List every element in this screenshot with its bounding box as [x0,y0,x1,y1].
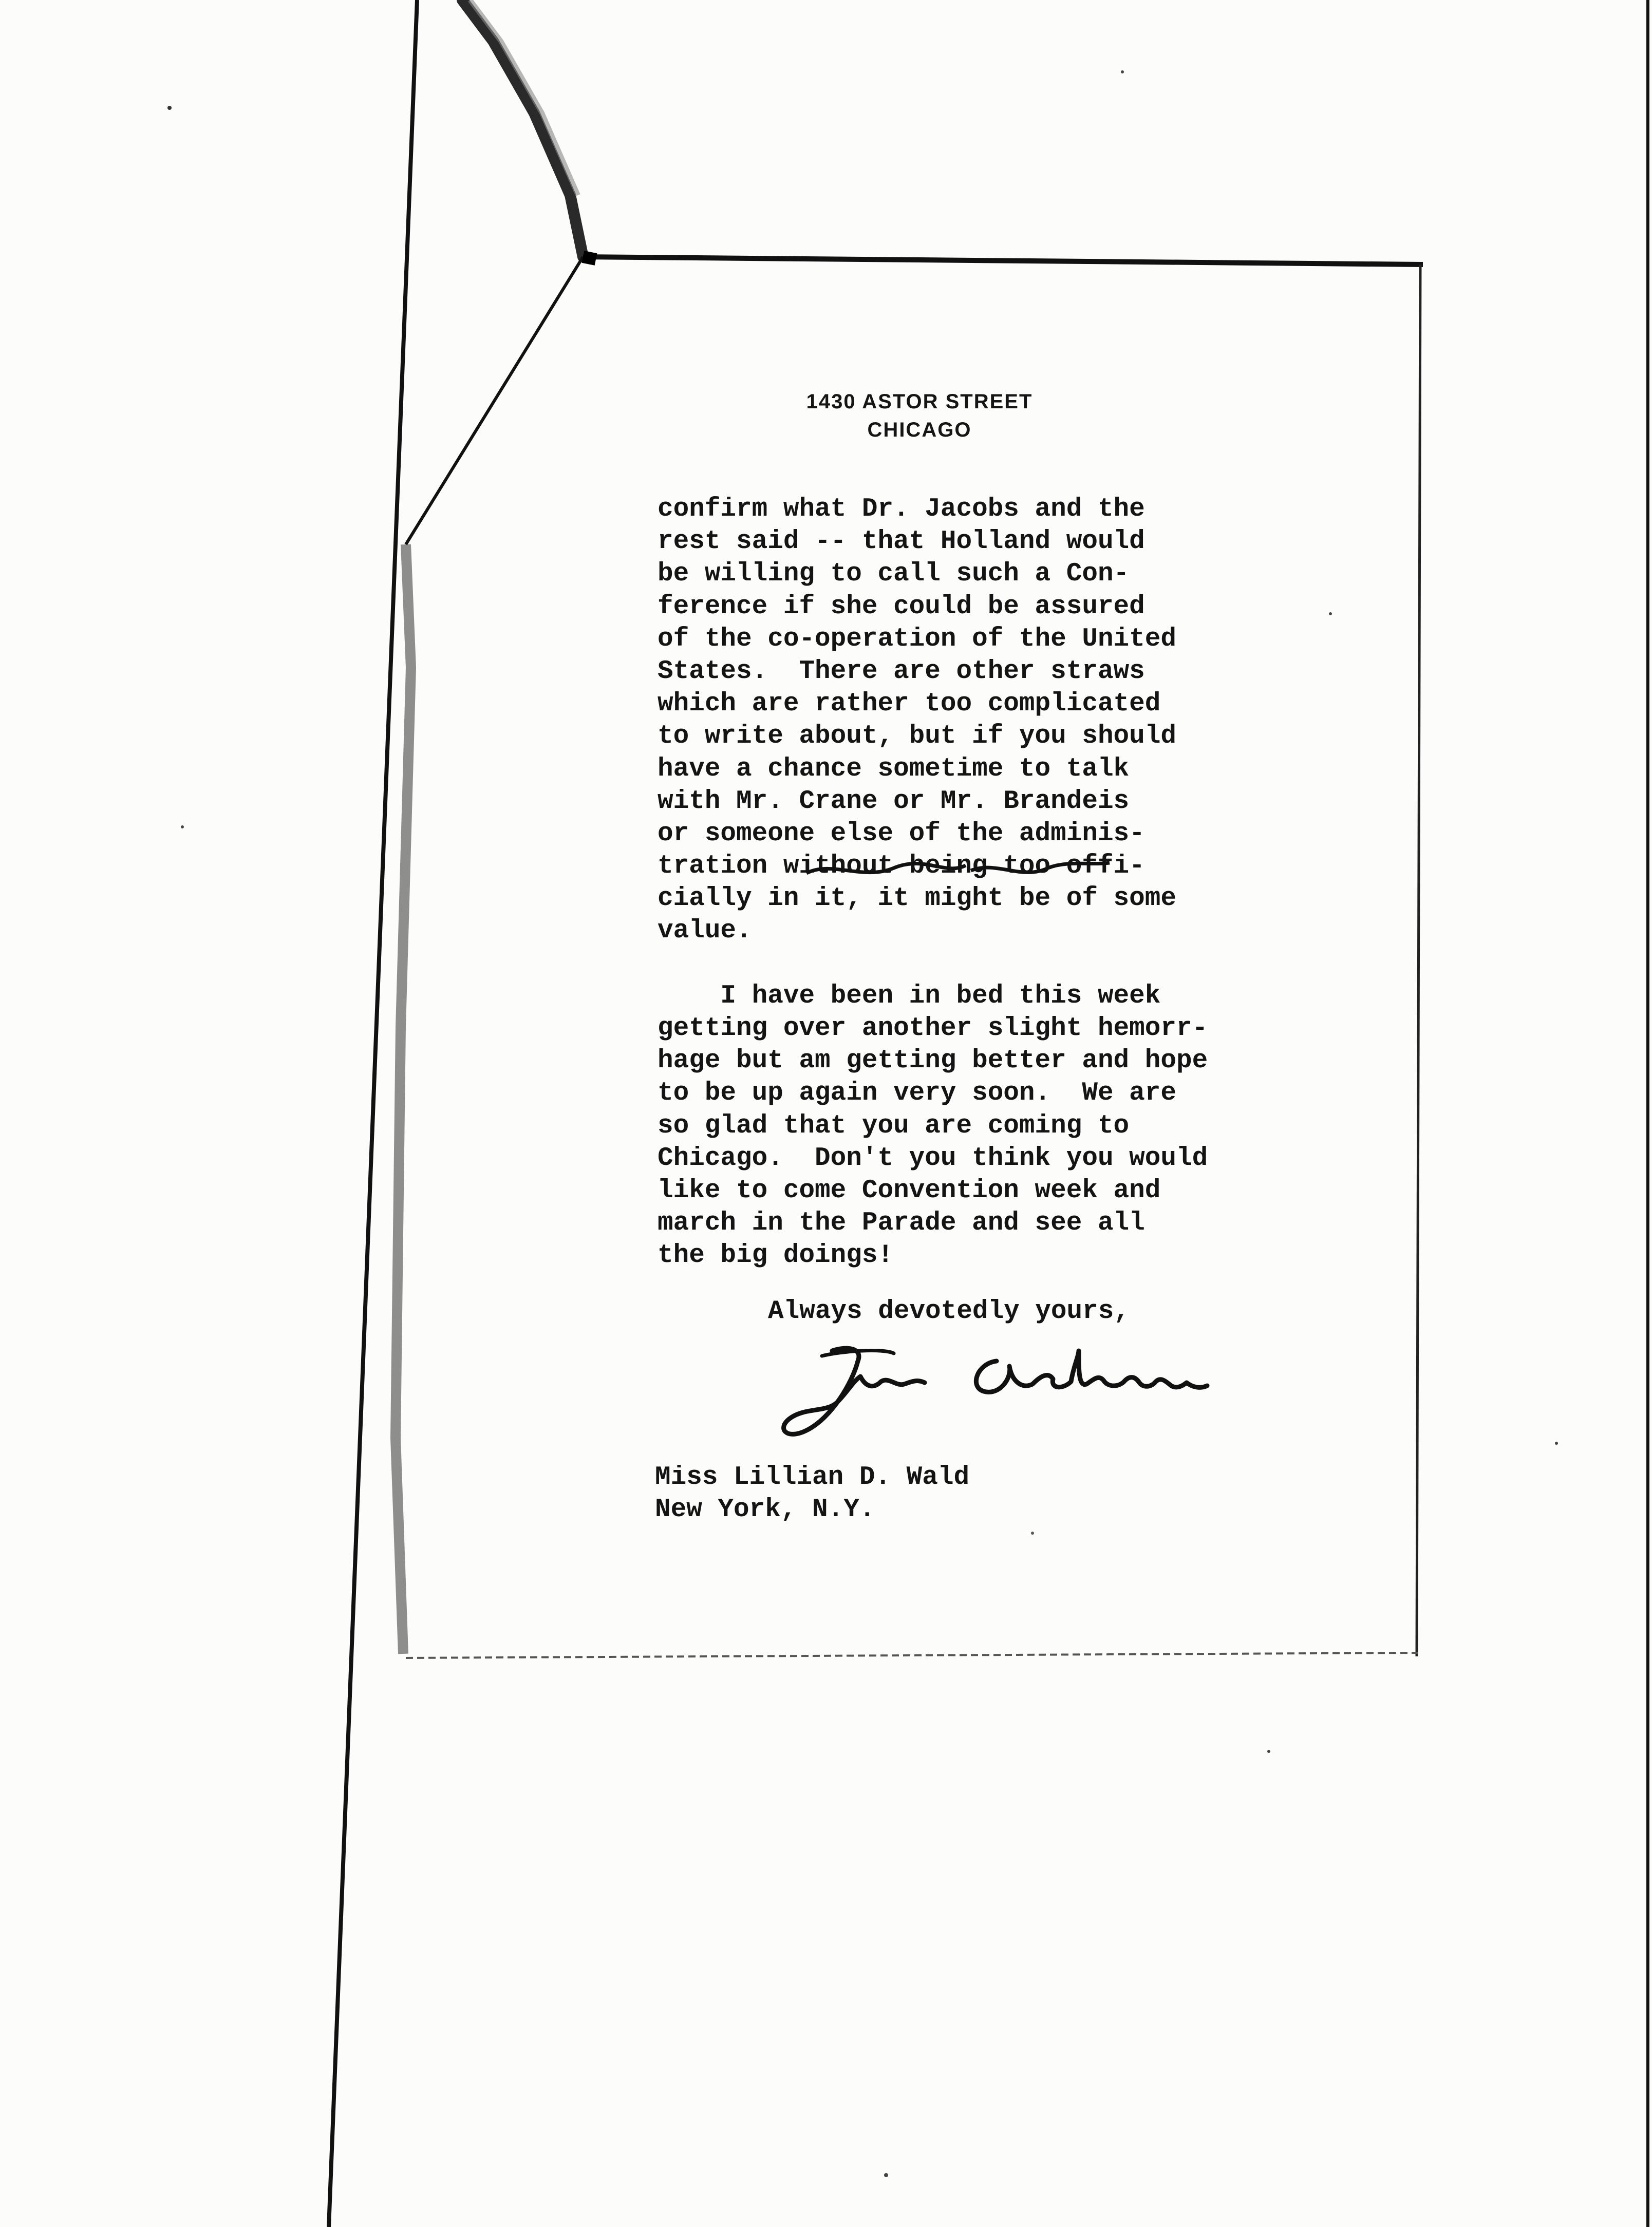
body-line: getting over another slight hemorr- [658,1014,1208,1043]
fold-flap-shadow [462,0,583,257]
body-line: hage but am getting better and hope [658,1046,1208,1076]
body-line: or someone else of the adminis- [658,819,1145,848]
recipient-city: New York, N.Y. [655,1495,875,1524]
body-line: so glad that you are coming to [658,1111,1130,1141]
body-line: to write about, but if you should [658,722,1176,751]
body-line: I have been in bed this week [658,981,1161,1011]
body-line: march in the Parade and see all [658,1209,1145,1238]
body-line: rest said -- that Holland would [658,527,1145,557]
letter-bottom-edge [406,1653,1418,1658]
body-line: value. [658,916,752,946]
body-line: Chicago. Don't you think you would [658,1143,1208,1173]
letterhead-city: CHICAGO [867,419,972,441]
closing-salutation: Always devotedly yours, [768,1297,1130,1326]
body-line: to be up again very soon. We are [658,1079,1176,1108]
body-line: ference if she could be assured [658,592,1145,621]
paragraph-gap [658,948,1346,980]
letterhead-street: 1430 ASTOR STREET [806,390,1033,413]
body-line: with Mr. Crane or Mr. Brandeis [658,786,1130,816]
letter-left-margin-band [396,544,411,1654]
fold-corner [583,257,596,259]
recipient-name: Miss Lillian D. Wald [655,1463,970,1492]
body-line: States. There are other straws [658,656,1145,686]
recipient-block [655,1461,969,1526]
fold-diagonal-line [406,257,583,544]
body-line: the big doings! [658,1241,894,1271]
letter-body [658,493,1346,1272]
body-line: confirm what Dr. Jacobs and the [658,495,1145,524]
body-line: cially in it, it might be of some [658,884,1176,914]
body-line: have a chance sometime to talk [658,754,1130,784]
body-line: which are rather too complicated [658,689,1161,719]
body-line: be willing to call such a Con- [658,559,1130,589]
body-line: of the co-operation of the United [658,624,1176,654]
letter-top-edge [583,257,1423,265]
handwritten-signature [771,1341,1264,1443]
body-line: tration without being too offi- [658,852,1145,881]
body-line: like to come Convention week and [658,1176,1161,1205]
letter-right-edge [1417,265,1420,1656]
